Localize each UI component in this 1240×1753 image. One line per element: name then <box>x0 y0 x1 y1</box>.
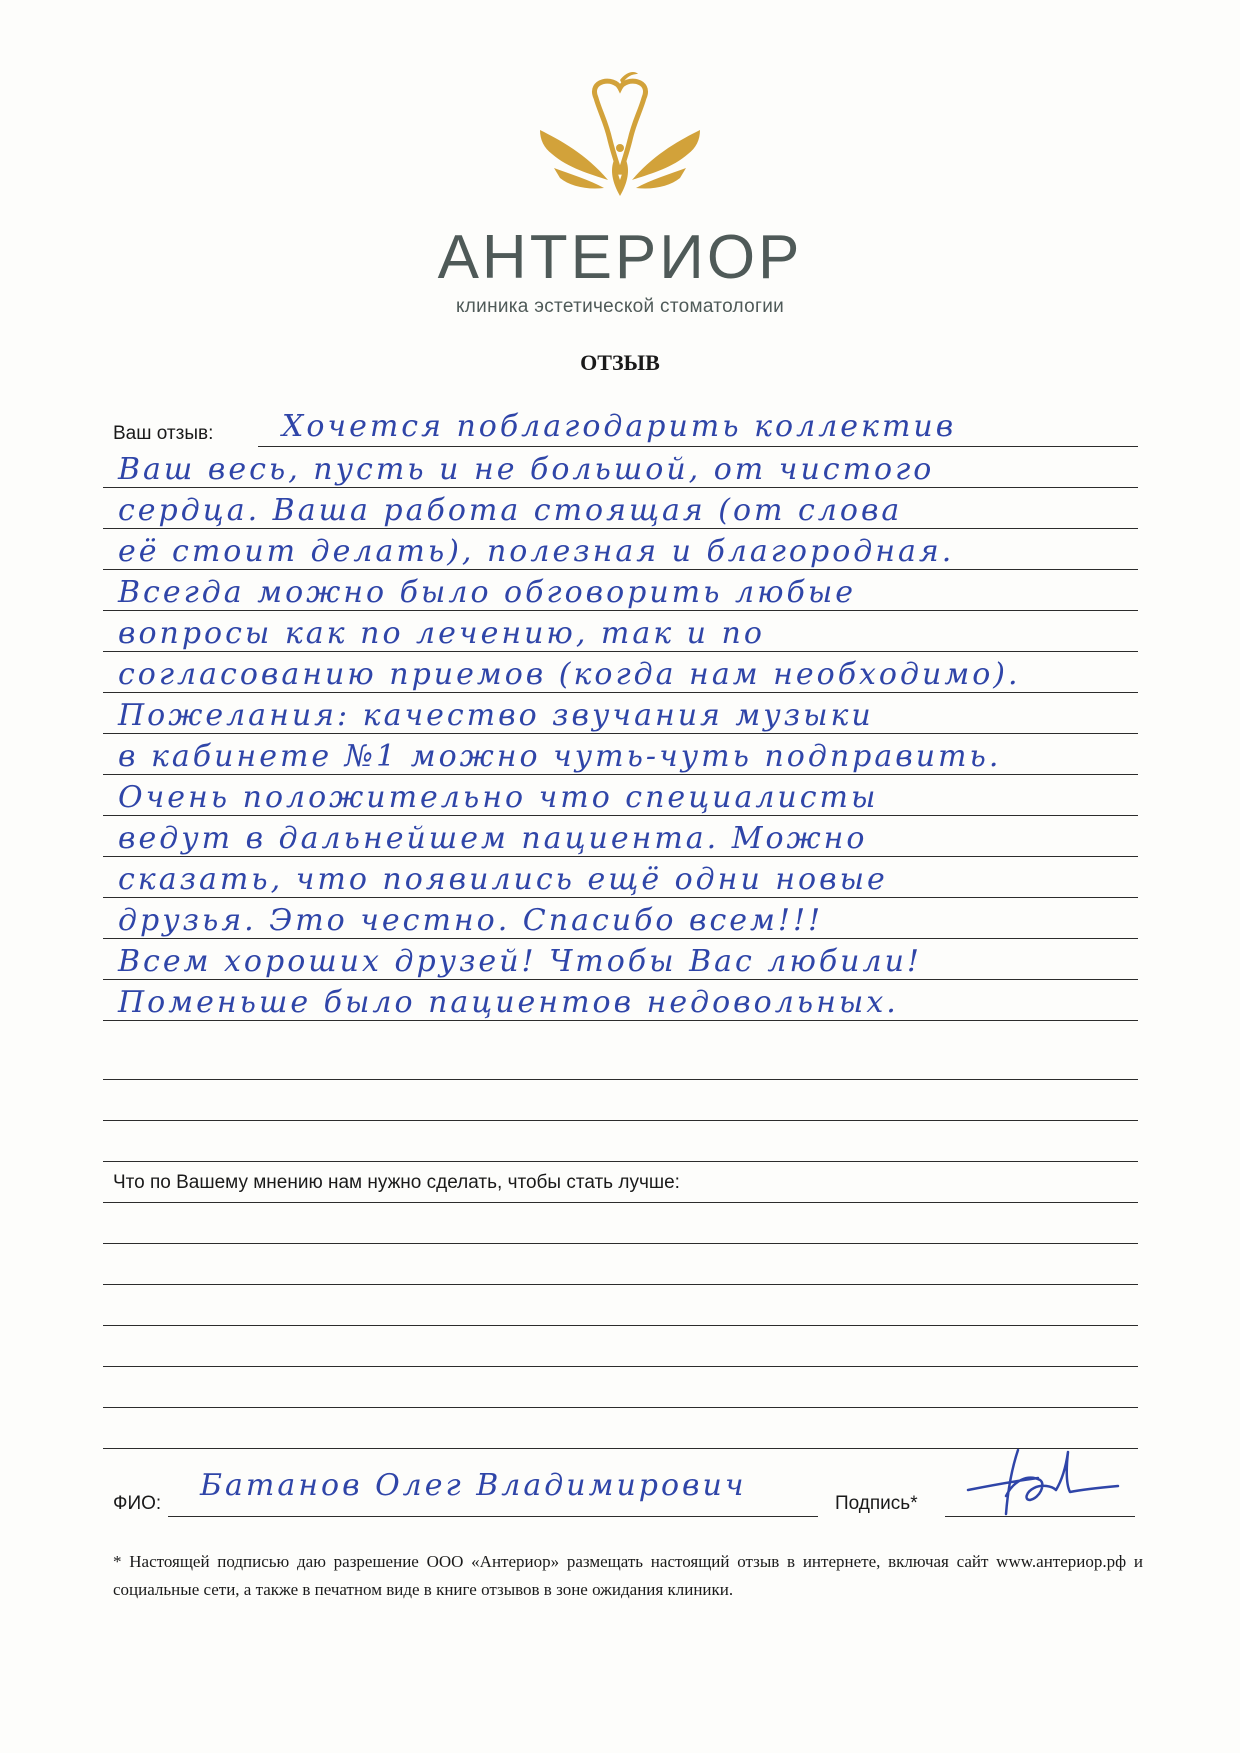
fio-rule <box>168 1516 818 1517</box>
rule-line <box>103 774 1138 775</box>
handwritten-line: Пожелания: качество звучания музыки <box>118 698 874 733</box>
rule-line <box>103 1284 1138 1285</box>
rule-line <box>103 651 1138 652</box>
rule-line <box>103 856 1138 857</box>
handwritten-line: Ваш весь, пусть и не большой, от чистого <box>118 452 935 487</box>
review-label: Ваш отзыв: <box>113 423 214 444</box>
fio-label: ФИО: <box>113 1493 162 1514</box>
rule-line <box>258 446 1138 447</box>
rule-line <box>103 1407 1138 1408</box>
handwritten-line: в кабинете №1 можно чуть-чуть подправить. <box>118 739 1002 774</box>
rule-line <box>103 692 1138 693</box>
rule-line <box>103 1020 1138 1021</box>
rule-line <box>103 1366 1138 1367</box>
handwritten-line: сказать, что появились ещё одни новые <box>118 862 888 897</box>
handwritten-line: Всем хороших друзей! Чтобы Вас любили! <box>118 944 922 979</box>
brand-subtitle: клиника эстетической стоматологии <box>455 296 785 317</box>
improve-label: Что по Вашему мнению нам нужно сделать, чтобы стать лучше: <box>113 1172 680 1193</box>
rule-line <box>103 815 1138 816</box>
handwritten-line: Поменьше было пациентов недовольных. <box>118 985 899 1020</box>
tooth-wings-logo-icon <box>530 70 710 210</box>
handwritten-signature <box>948 1440 1128 1520</box>
rule-line <box>103 569 1138 570</box>
handwritten-line: Всегда можно было обговорить любые <box>118 575 857 610</box>
handwritten-line: Очень положительно что специалисты <box>118 780 879 815</box>
rule-line <box>103 938 1138 939</box>
handwritten-line: вопросы как по лечению, так и по <box>118 616 765 651</box>
brand-title: АНТЕРИОР <box>437 223 803 292</box>
handwritten-line: ведут в дальнейшем пациента. Можно <box>118 821 868 856</box>
rule-line <box>103 1202 1138 1203</box>
signature-label: Подпись* <box>835 1493 918 1514</box>
rule-line <box>103 487 1138 488</box>
rule-line <box>103 528 1138 529</box>
handwritten-line: Хочется поблагодарить коллектив <box>282 409 957 444</box>
rule-line <box>103 1079 1138 1080</box>
handwritten-line: её стоит делать), полезная и благородная. <box>118 534 955 569</box>
handwritten-line: согласованию приемов (когда нам необходимо). <box>118 657 1021 692</box>
document-title: ОТЗЫВ <box>580 350 660 375</box>
rule-line <box>103 1120 1138 1121</box>
fio-value: Батанов Олег Владимирович <box>200 1468 747 1503</box>
rule-line <box>103 1161 1138 1162</box>
handwritten-line: сердца. Ваша работа стоящая (от слова <box>118 493 903 528</box>
rule-line <box>103 733 1138 734</box>
rule-line <box>103 1325 1138 1326</box>
rule-line <box>103 1243 1138 1244</box>
handwritten-line: друзья. Это честно. Спасибо всем!!! <box>118 903 824 938</box>
consent-footnote: * Настоящей подписью даю разрешение ООО «Антериор» размещать настоящий отзыв в интернете, включая сайт www.антериор.рф и социальные сети, а также в печатном виде в книге отзывов в зоне ожидания клиники. <box>113 1552 1143 1599</box>
rule-line <box>103 979 1138 980</box>
rule-line <box>103 897 1138 898</box>
rule-line <box>103 610 1138 611</box>
